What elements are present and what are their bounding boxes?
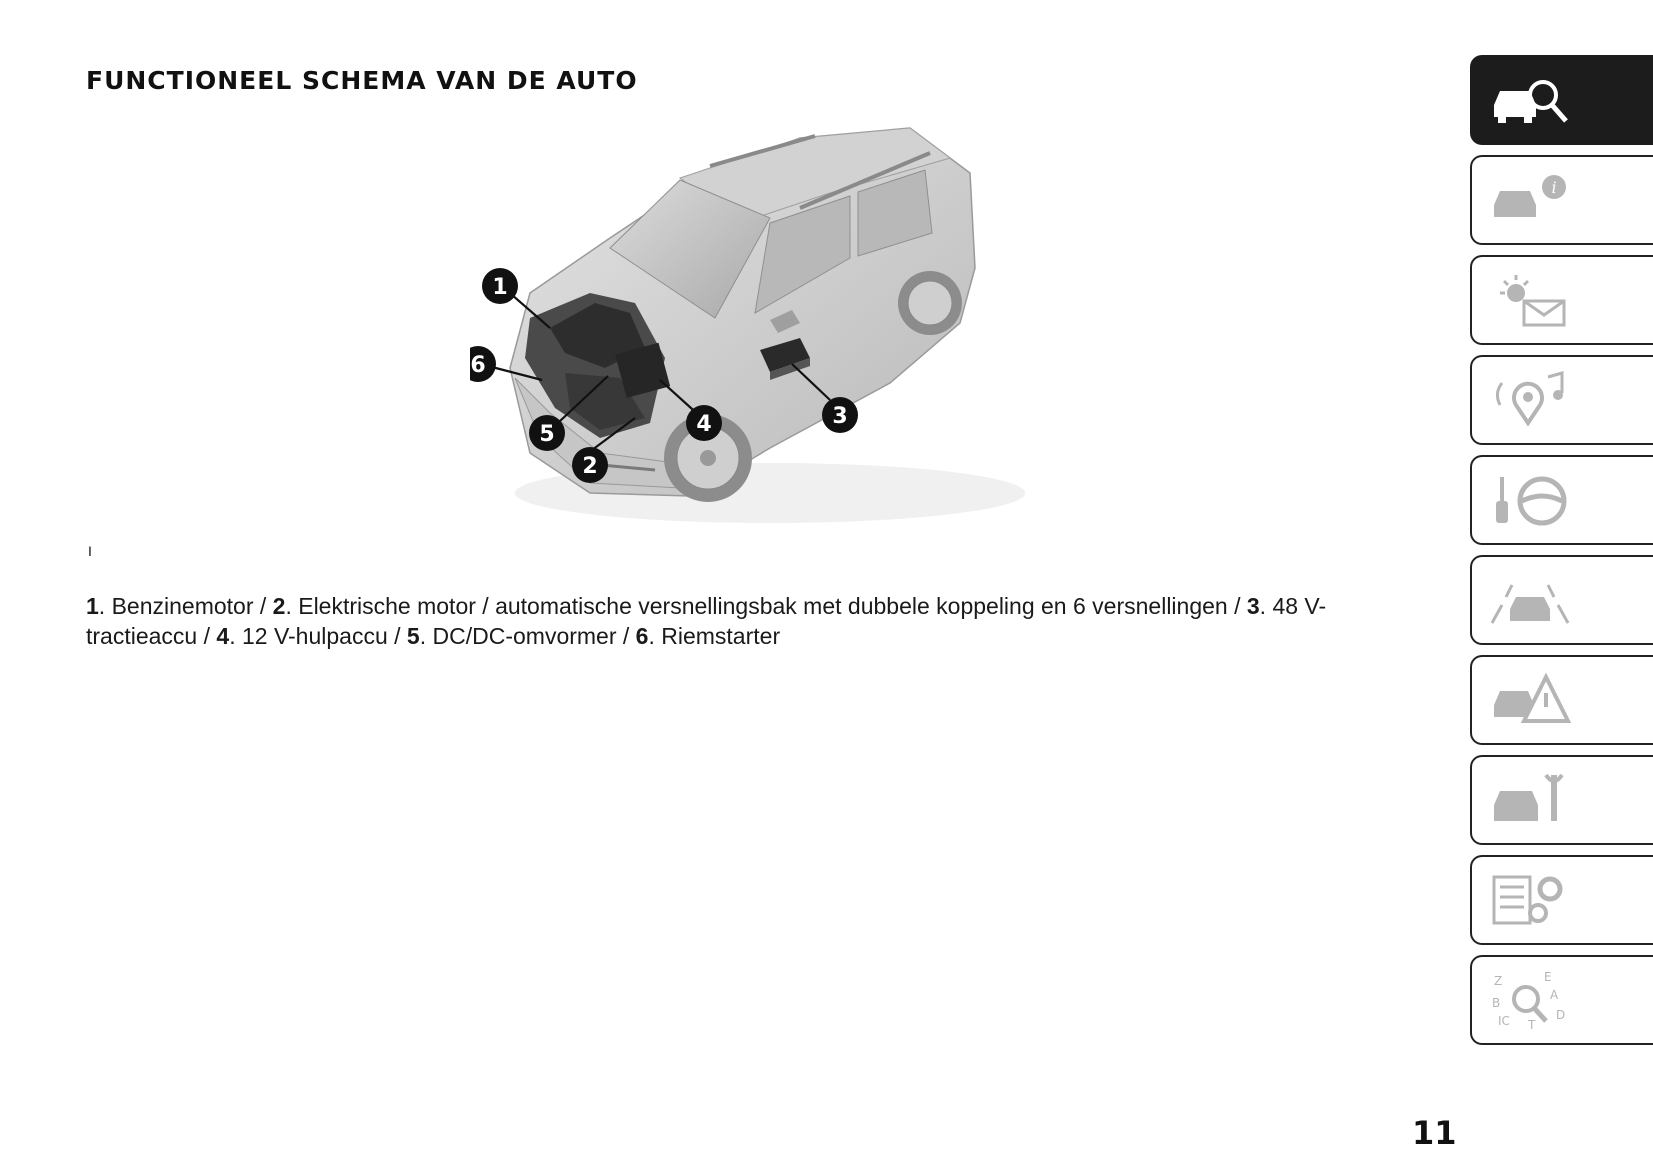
caption-num: 1	[86, 593, 99, 619]
car-wrench-icon	[1488, 771, 1572, 829]
tab-technical-data[interactable]	[1470, 855, 1653, 945]
alphabetical-index-icon	[1488, 971, 1572, 1029]
car-diagram	[470, 118, 1040, 538]
callout-4: 4	[696, 412, 712, 437]
svg-text:i: i	[1551, 178, 1557, 197]
tab-maintenance[interactable]	[1470, 755, 1653, 845]
tab-car-search[interactable]	[1470, 55, 1653, 145]
caption-text: . Riemstarter	[648, 623, 781, 649]
document-gear-icon	[1488, 871, 1572, 929]
caption-text: . Elektrische motor / automatische versnellingsbak met dubbele koppeling en 6 versnellingen /	[285, 593, 1247, 619]
car-illustration	[470, 118, 1040, 538]
tab-safety[interactable]	[1470, 555, 1653, 645]
caption-text: . 48 V-tractieaccu /	[86, 593, 1327, 649]
tab-multimedia[interactable]	[1470, 355, 1653, 445]
svg-text:D: D	[1556, 1008, 1566, 1022]
svg-text:E: E	[1544, 971, 1552, 984]
caption-text: . Benzinemotor /	[98, 593, 273, 619]
tab-car-info[interactable]	[1470, 155, 1653, 245]
callout-1: 1	[492, 275, 508, 300]
key-steering-wheel-icon	[1488, 471, 1572, 529]
page-number: 11	[1412, 1114, 1457, 1152]
svg-text:A: A	[1550, 988, 1559, 1002]
car-warning-icon	[1488, 671, 1572, 729]
callout-2: 2	[582, 454, 598, 479]
svg-text:T: T	[1528, 1018, 1536, 1029]
caption-text: . 12 V-hulpaccu /	[229, 623, 407, 649]
lights-message-icon	[1488, 271, 1572, 329]
car-info-icon	[1488, 171, 1572, 229]
svg-text:B: B	[1492, 996, 1501, 1010]
svg-text:Z: Z	[1494, 974, 1503, 988]
car-lane-assist-icon	[1488, 571, 1572, 629]
page-title: FUNCTIONEEL SCHEMA VAN DE AUTO	[86, 66, 638, 95]
caption-num: 2	[272, 593, 286, 619]
callout-6: 6	[470, 353, 486, 378]
svg-text:IC: IC	[1498, 1014, 1510, 1028]
tab-lights-messages[interactable]	[1470, 255, 1653, 345]
tab-emergency[interactable]	[1470, 655, 1653, 745]
callout-5: 5	[539, 422, 555, 447]
caption-num: 6	[635, 623, 649, 649]
chapter-tabs	[1470, 55, 1653, 1055]
caption-num: 5	[406, 623, 420, 649]
caption-text: . DC/DC-omvormer /	[419, 623, 636, 649]
tab-starting-driving[interactable]	[1470, 455, 1653, 545]
caption-num: 4	[216, 623, 230, 649]
tab-index[interactable]	[1470, 955, 1653, 1045]
caption-num: 3	[1246, 593, 1260, 619]
figure-code: I	[88, 543, 92, 559]
car-search-icon	[1488, 71, 1572, 129]
figure-caption	[86, 591, 1406, 651]
multimedia-navigation-icon	[1488, 371, 1572, 429]
callout-3: 3	[832, 404, 848, 429]
